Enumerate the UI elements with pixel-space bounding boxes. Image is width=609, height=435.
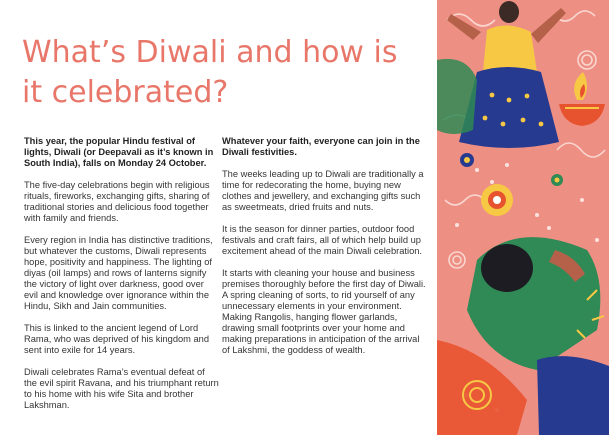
diwali-illustration xyxy=(437,0,609,435)
right-paragraph: The weeks leading up to Diwali are traditionally a time for redecorating the home, buying new clothes and jewellery, and exchanging gifts such as sweetmeats, dried fruits and nuts. xyxy=(222,169,424,212)
left-paragraph: The five-day celebrations begin with religious rituals, fireworks, exchanging gifts, sharing of traditional stories and delicious food together with family and friends. xyxy=(24,180,210,223)
right-column xyxy=(222,136,426,367)
left-paragraph: Diwali celebrates Rama’s eventual defeat of the evil spirit Ravana, and his triumphant return to his home with his wife Sita and brother Lakshman. xyxy=(24,367,219,410)
left-lead-paragraph: This year, the popular Hindu festival of lights, Diwali (or Deepavali as it’s known in South India), falls on Monday 24 October. xyxy=(24,136,214,168)
left-paragraph: This is linked to the ancient legend of Lord Rama, who was deprived of his kingdom and sent into exile for 14 years. xyxy=(24,323,210,355)
left-paragraph: Every region in India has distinctive traditions, but whatever the customs, Diwali represents hope, positivity and happiness. The lighting of diyas (oil lamps) and rows of lanterns signify the victory of light over darkness, good over evil and knowledge over ignorance within the Hindu, Sikh and Jain communities. xyxy=(24,235,213,311)
illustration-svg xyxy=(437,0,609,435)
right-paragraph: It starts with cleaning your house and business premises thoroughly before the first day of Diwali. A spring cleaning of sorts, to rid yourself of any unnecessary elements in your environment. Making Rangolis, hanging flower garlands, drawing small footprints over your home and making preparations in anticipation of the arrival of Lakshmi, the goddess of wealth. xyxy=(222,268,426,355)
page-title: What’s Diwali and how is it celebrated? xyxy=(22,35,398,110)
left-column xyxy=(24,136,220,422)
right-lead-paragraph: Whatever your faith, everyone can join in the Diwali festivities. xyxy=(222,136,420,157)
right-paragraph: It is the season for dinner parties, outdoor food festivals and craft fairs, all of which help build up excitement ahead of the main Diwali celebration. xyxy=(222,224,422,256)
